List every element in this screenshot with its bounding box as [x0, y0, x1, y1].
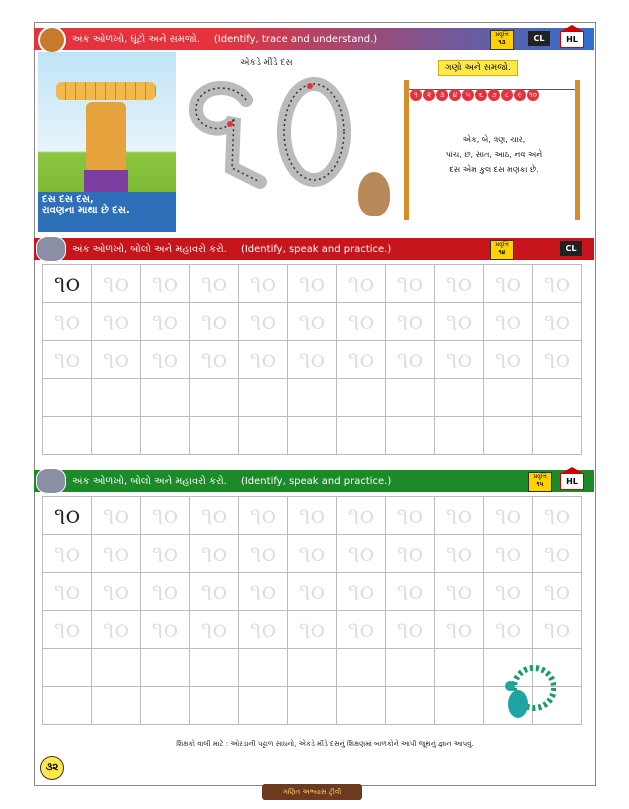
elephant-icon — [36, 236, 66, 262]
trace-numeral: ૧૦ — [445, 307, 473, 336]
grid-cell[interactable] — [43, 687, 92, 725]
grid-row — [43, 573, 582, 611]
activity-badge-13: પ્રવૃત્તિ ૧૩ — [490, 30, 514, 50]
grid-cell[interactable] — [386, 611, 435, 649]
trace-numeral: ૧૦ — [200, 269, 228, 298]
grid-cell[interactable] — [288, 687, 337, 725]
trace-numeral: ૧૦ — [347, 615, 375, 644]
grid-cell[interactable] — [288, 573, 337, 611]
grid-cell[interactable] — [386, 379, 435, 417]
trace-numeral: ૧૦ — [151, 269, 179, 298]
trace-numeral: ૧૦ — [347, 577, 375, 606]
grid-cell[interactable] — [141, 573, 190, 611]
explain-line-3: દસ એમ કુલ દસ મણકા છે. — [449, 165, 539, 174]
grid-cell[interactable] — [337, 379, 386, 417]
grid-row — [43, 341, 582, 379]
grid-cell[interactable] — [435, 303, 484, 341]
grid-row — [43, 265, 582, 303]
grid-cell[interactable] — [92, 611, 141, 649]
grid-cell[interactable] — [386, 535, 435, 573]
grid-cell[interactable] — [43, 573, 92, 611]
trace-numeral: ૧૦ — [396, 577, 424, 606]
bead: ૭ — [488, 89, 500, 101]
trace-numeral: ૧૦ — [543, 615, 571, 644]
grid-cell[interactable] — [239, 417, 288, 455]
grid-cell[interactable] — [141, 649, 190, 687]
grid-cell[interactable] — [435, 573, 484, 611]
trace-numeral: ૧૦ — [200, 501, 228, 530]
cl-badge: CL — [528, 31, 550, 46]
grid-cell[interactable] — [533, 573, 582, 611]
ravan-heads-icon — [56, 82, 156, 100]
trace-numeral: ૧૦ — [102, 307, 130, 336]
footer-banner: ગણિત અભ્યાસ ટ્રીવી — [262, 784, 362, 800]
grid-row — [43, 611, 582, 649]
trace-numeral: ૧૦ — [298, 345, 326, 374]
trace-numeral: ૧૦ — [396, 539, 424, 568]
trace-numeral: ૧૦ — [347, 345, 375, 374]
grid-cell[interactable] — [533, 535, 582, 573]
grid-row — [43, 379, 582, 417]
trace-numeral: ૧૦ — [298, 577, 326, 606]
grid-cell[interactable] — [92, 535, 141, 573]
trace-numeral: ૧૦ — [445, 539, 473, 568]
trace-numeral: ૧૦ — [249, 501, 277, 530]
bead: ૪ — [449, 89, 461, 101]
grid-cell[interactable] — [435, 687, 484, 725]
section3-header — [34, 470, 594, 492]
grid-cell[interactable] — [386, 649, 435, 687]
grid-cell[interactable] — [288, 341, 337, 379]
peacock-icon — [496, 664, 556, 724]
trace-numeral: ૧૦ — [151, 615, 179, 644]
model-numeral: ૧૦ — [53, 269, 81, 298]
grid-cell[interactable] — [337, 417, 386, 455]
grid-cell[interactable] — [239, 687, 288, 725]
trace-numeral: ૧૦ — [151, 307, 179, 336]
grid-cell[interactable] — [337, 303, 386, 341]
section1-title: અંક ઓળખો, ઘૂંટો અને સમજો. — [72, 33, 200, 45]
bead: ૯ — [514, 89, 526, 101]
grid-row — [43, 417, 582, 455]
trace-numeral: ૧૦ — [445, 577, 473, 606]
grid-cell[interactable] — [337, 687, 386, 725]
grid-cell[interactable] — [484, 341, 533, 379]
grid-cell[interactable] — [435, 497, 484, 535]
grid-cell[interactable] — [484, 417, 533, 455]
trace-numeral: ૧૦ — [396, 501, 424, 530]
section2-title: અંક ઓળખો, બોલો અને મહાવરો કરો. — [72, 243, 227, 255]
activity-badge-14: પ્રવૃત્તિ ૧૪ — [490, 240, 514, 260]
bead-stand — [404, 80, 580, 230]
grid-cell[interactable] — [239, 265, 288, 303]
bead-explanation — [414, 132, 574, 177]
grid-cell[interactable] — [288, 649, 337, 687]
grid-cell[interactable] — [386, 303, 435, 341]
lion-icon — [38, 26, 66, 54]
grid-cell[interactable] — [435, 649, 484, 687]
trace-numeral: ૧૦ — [249, 539, 277, 568]
trace-numeral: ૧૦ — [543, 345, 571, 374]
grid-cell[interactable] — [386, 573, 435, 611]
grid-cell[interactable] — [337, 265, 386, 303]
trace-numeral: ૧૦ — [347, 269, 375, 298]
grid-cell[interactable] — [337, 341, 386, 379]
grid-cell[interactable] — [43, 497, 92, 535]
stand-pole-right — [575, 80, 580, 220]
trace-numeral: ૧૦ — [543, 577, 571, 606]
grid-cell[interactable] — [288, 265, 337, 303]
trace-numeral: ૧૦ — [298, 269, 326, 298]
trace-numeral: ૧૦ — [249, 307, 277, 336]
stand-pole-left — [404, 80, 409, 220]
trace-numeral: ૧૦ — [543, 501, 571, 530]
grid-cell[interactable] — [43, 379, 92, 417]
grid-cell[interactable] — [386, 417, 435, 455]
grid-cell[interactable] — [92, 497, 141, 535]
bead: ૬ — [475, 89, 487, 101]
trace-numeral: ૧૦ — [200, 539, 228, 568]
grid-cell[interactable] — [533, 611, 582, 649]
grid-cell[interactable] — [141, 265, 190, 303]
trace-numeral: ૧૦ — [53, 307, 81, 336]
grid-cell[interactable] — [386, 341, 435, 379]
trace-numeral: ૧૦ — [298, 615, 326, 644]
grid-cell[interactable] — [190, 379, 239, 417]
grid-cell[interactable] — [190, 265, 239, 303]
grid-cell[interactable] — [190, 687, 239, 725]
trace-numeral: ૧૦ — [102, 345, 130, 374]
trace-numeral: ૧૦ — [200, 345, 228, 374]
grid-cell[interactable] — [92, 687, 141, 725]
grid-cell[interactable] — [533, 303, 582, 341]
grid-cell[interactable] — [435, 535, 484, 573]
section3-subtitle: (Identify, speak and practice.) — [240, 475, 392, 487]
trace-numeral: ૧૦ — [298, 307, 326, 336]
trace-numeral: ૧૦ — [494, 539, 522, 568]
grid-row — [43, 497, 582, 535]
trace-numeral: ૧૦ — [53, 345, 81, 374]
ravan-line-2: રાવણના માથા છે દસ. — [42, 205, 130, 216]
trace-numeral: ૧૦ — [200, 577, 228, 606]
grid-cell[interactable] — [288, 611, 337, 649]
trace-numeral: ૧૦ — [347, 501, 375, 530]
grid-cell[interactable] — [484, 535, 533, 573]
grid-cell[interactable] — [141, 417, 190, 455]
grid-cell[interactable] — [435, 417, 484, 455]
ravan-illustration — [38, 52, 176, 232]
grid-cell[interactable] — [141, 341, 190, 379]
trace-numeral: ૧૦ — [298, 539, 326, 568]
page-number: ૩૨ — [40, 756, 64, 780]
grid-cell[interactable] — [239, 535, 288, 573]
grid-cell[interactable] — [190, 535, 239, 573]
grid-cell[interactable] — [190, 497, 239, 535]
trace-numeral: ૧૦ — [445, 501, 473, 530]
section3-title: અંક ઓળખો, બોલો અને મહાવરો કરો. — [72, 475, 227, 487]
trace-numeral: ૧૦ — [347, 539, 375, 568]
trace-numeral: ૧૦ — [151, 577, 179, 606]
grid-cell[interactable] — [435, 379, 484, 417]
bead: ૨ — [423, 89, 435, 101]
grid-cell[interactable] — [190, 303, 239, 341]
grid-cell[interactable] — [141, 611, 190, 649]
grid-cell[interactable] — [141, 687, 190, 725]
trace-numeral: ૧૦ — [543, 269, 571, 298]
grid-cell[interactable] — [288, 303, 337, 341]
explain-line-1: એક, બે, ત્રણ, ચાર, — [462, 135, 526, 144]
bead-row — [410, 82, 540, 101]
grid-cell[interactable] — [239, 611, 288, 649]
rhino-icon — [36, 468, 66, 494]
trace-numeral: ૧૦ — [249, 345, 277, 374]
grid-cell[interactable] — [288, 535, 337, 573]
trace-numeral: ૧૦ — [53, 577, 81, 606]
footer-note: શિક્ષકો વાલી માટે : ઓરડાની પટ્ટાળ સાધનો, એકડે મીંડે દસનું શિક્ષણમાં બાળકોને આપી જૂથનું જ્ઞાન આપવું. — [176, 740, 474, 748]
trace-numeral: ૧૦ — [151, 345, 179, 374]
ravan-legs-icon — [84, 170, 128, 194]
bead: ૮ — [501, 89, 513, 101]
trace-numeral: ૧૦ — [445, 345, 473, 374]
grid-cell[interactable] — [141, 535, 190, 573]
count-label: ગણો અને સમજો. — [438, 60, 518, 76]
trace-numeral: ૧૦ — [102, 615, 130, 644]
grid-cell[interactable] — [288, 379, 337, 417]
trace-numeral: ૧૦ — [347, 307, 375, 336]
grid-cell[interactable] — [239, 379, 288, 417]
trace-numeral: ૧૦ — [249, 615, 277, 644]
trace-numeral: ૧૦ — [102, 539, 130, 568]
grid-cell[interactable] — [92, 417, 141, 455]
grid-cell[interactable] — [533, 417, 582, 455]
trace-numeral: ૧૦ — [396, 269, 424, 298]
trace-numeral: ૧૦ — [445, 269, 473, 298]
trace-numeral: ૧૦ — [200, 307, 228, 336]
grid-cell[interactable] — [43, 417, 92, 455]
trace-numeral: ૧૦ — [151, 539, 179, 568]
grid-cell[interactable] — [190, 341, 239, 379]
grid-cell[interactable] — [190, 573, 239, 611]
trace-numeral: ૧૦ — [102, 577, 130, 606]
grid-cell[interactable] — [239, 649, 288, 687]
explain-line-2: પાંચ, છ, સાત, આઠ, નવ અને — [445, 150, 543, 159]
trace-numeral: ૧૦ — [151, 501, 179, 530]
section1-subtitle: (Identify, trace and understand.) — [213, 33, 378, 45]
trace-numeral: ૧૦ — [396, 307, 424, 336]
grid-cell[interactable] — [43, 265, 92, 303]
grid-cell[interactable] — [386, 497, 435, 535]
grid-cell[interactable] — [435, 265, 484, 303]
bead: ૩ — [436, 89, 448, 101]
grid-row — [43, 535, 582, 573]
trace-numeral: ૧૦ — [200, 615, 228, 644]
trace-numeral: ૧૦ — [494, 269, 522, 298]
grid-cell[interactable] — [484, 303, 533, 341]
grid-cell[interactable] — [239, 573, 288, 611]
hl-badge: HL — [560, 31, 584, 48]
trace-numeral: ૧૦ — [53, 615, 81, 644]
trace-numeral: ૧૦ — [298, 501, 326, 530]
grid-cell[interactable] — [190, 611, 239, 649]
trace-numeral: ૧૦ — [53, 539, 81, 568]
grid-cell[interactable] — [337, 573, 386, 611]
grid-cell[interactable] — [386, 265, 435, 303]
bead: ૧૦ — [527, 89, 539, 101]
trace-numeral: ૧૦ — [494, 307, 522, 336]
model-numeral: ૧૦ — [53, 501, 81, 530]
grid-cell[interactable] — [141, 303, 190, 341]
grid-cell[interactable] — [288, 417, 337, 455]
grid-cell[interactable] — [337, 497, 386, 535]
grid-cell[interactable] — [92, 265, 141, 303]
grid-cell[interactable] — [141, 379, 190, 417]
practice-grid-1 — [42, 264, 582, 455]
ravan-text-box — [38, 192, 176, 232]
grid-cell[interactable] — [337, 611, 386, 649]
grid-cell[interactable] — [239, 303, 288, 341]
grid-cell[interactable] — [386, 687, 435, 725]
grid-cell[interactable] — [190, 417, 239, 455]
grid-cell[interactable] — [484, 379, 533, 417]
trace-numeral: ૧૦ — [102, 269, 130, 298]
grid-cell[interactable] — [92, 341, 141, 379]
ravan-line-1: દસ દસ દસ, — [42, 194, 94, 205]
ravan-body-icon — [86, 102, 126, 172]
section2-subtitle: (Identify, speak and practice.) — [240, 243, 392, 255]
trace-numeral: ૧૦ — [494, 345, 522, 374]
grid-cell[interactable] — [141, 497, 190, 535]
grid-cell[interactable] — [337, 535, 386, 573]
bead: ૫ — [462, 89, 474, 101]
grid-cell[interactable] — [533, 265, 582, 303]
section1-header — [34, 28, 594, 50]
hl-badge: HL — [560, 473, 584, 490]
grid-cell[interactable] — [484, 497, 533, 535]
grid-cell[interactable] — [92, 649, 141, 687]
section2-header — [34, 238, 594, 260]
activity-badge-15: પ્રવૃત્તિ ૧૫ — [528, 472, 552, 492]
grid-cell[interactable] — [435, 341, 484, 379]
grid-cell[interactable] — [92, 379, 141, 417]
grid-cell[interactable] — [288, 497, 337, 535]
trace-numeral: ૧૦ — [249, 577, 277, 606]
grid-cell[interactable] — [92, 573, 141, 611]
cl-badge: CL — [560, 241, 582, 256]
stroke-caption: એકડે મીંડે દસ — [240, 58, 293, 68]
grid-cell[interactable] — [239, 341, 288, 379]
grid-cell[interactable] — [337, 649, 386, 687]
grid-cell[interactable] — [43, 611, 92, 649]
trace-numeral-large — [184, 72, 364, 194]
trace-numeral: ૧૦ — [543, 539, 571, 568]
grid-cell[interactable] — [484, 611, 533, 649]
grid-cell[interactable] — [533, 379, 582, 417]
mouse-icon — [358, 172, 390, 216]
bead: ૧ — [410, 89, 422, 101]
grid-cell[interactable] — [435, 611, 484, 649]
trace-numeral: ૧૦ — [396, 345, 424, 374]
trace-numeral: ૧૦ — [445, 615, 473, 644]
grid-cell[interactable] — [484, 265, 533, 303]
grid-cell[interactable] — [484, 573, 533, 611]
grid-row — [43, 303, 582, 341]
grid-cell[interactable] — [239, 497, 288, 535]
grid-cell[interactable] — [43, 341, 92, 379]
grid-cell[interactable] — [190, 649, 239, 687]
trace-numeral: ૧૦ — [396, 615, 424, 644]
grid-cell[interactable] — [533, 341, 582, 379]
trace-numeral: ૧૦ — [102, 501, 130, 530]
trace-numeral: ૧૦ — [494, 501, 522, 530]
trace-numeral: ૧૦ — [249, 269, 277, 298]
grid-cell[interactable] — [92, 303, 141, 341]
grid-cell[interactable] — [43, 303, 92, 341]
trace-numeral: ૧૦ — [494, 615, 522, 644]
grid-cell[interactable] — [43, 649, 92, 687]
trace-numeral: ૧૦ — [543, 307, 571, 336]
grid-cell[interactable] — [533, 497, 582, 535]
grid-cell[interactable] — [43, 535, 92, 573]
trace-numeral-svg — [184, 72, 364, 194]
trace-numeral: ૧૦ — [494, 577, 522, 606]
